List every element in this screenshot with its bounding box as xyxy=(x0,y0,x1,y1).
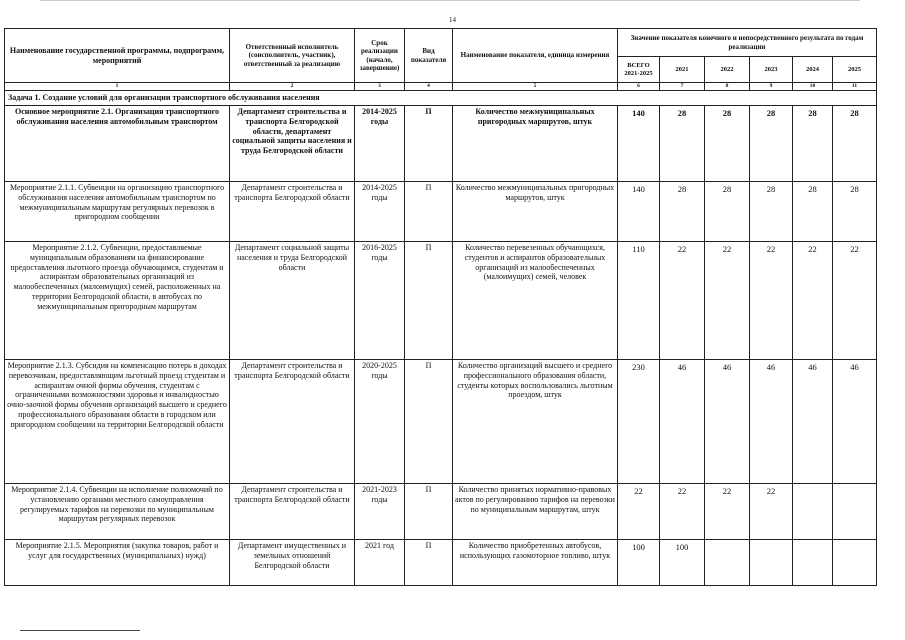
row-term: 2014-2025 годы xyxy=(355,182,405,242)
row-value: 22 xyxy=(750,484,793,540)
row-name: Основное мероприятие 2.1. Организация транспортного обслуживания населения автомобильным транспортом xyxy=(5,106,230,182)
row-executor: Департамент строительства и транспорта Белгородской области xyxy=(230,182,355,242)
row-value xyxy=(793,540,833,586)
row-indicator: Количество приобретенных автобусов, использующих газомоторное топливо, штук xyxy=(453,540,618,586)
header-row-1 xyxy=(5,29,877,57)
row-type: П xyxy=(405,540,453,586)
table-row xyxy=(5,360,877,484)
column-number: 10 xyxy=(793,83,833,91)
row-indicator: Количество принятых нормативно-правовых актов по регулированию тарифов на перевозки по муниципальным маршрутам, штук xyxy=(453,484,618,540)
header-year: 2023 xyxy=(750,57,793,83)
row-executor: Департамент строительства и транспорта Белгородской области, департамент социальной защиты населения и труда Белгородской области xyxy=(230,106,355,182)
column-number: 7 xyxy=(660,83,705,91)
program-table xyxy=(4,28,877,586)
row-value: 22 xyxy=(793,242,833,360)
row-value: 28 xyxy=(793,182,833,242)
column-number: 6 xyxy=(618,83,660,91)
header-term: Срок реализации (начало, завершение) xyxy=(355,29,405,83)
row-indicator: Количество межмуниципальных пригородных маршрутов, штук xyxy=(453,182,618,242)
row-value: 22 xyxy=(660,242,705,360)
row-value: 22 xyxy=(750,242,793,360)
table-row xyxy=(5,540,877,586)
row-value xyxy=(750,540,793,586)
row-value: 22 xyxy=(705,484,750,540)
column-number: 9 xyxy=(750,83,793,91)
column-number: 1 xyxy=(5,83,230,91)
row-value: 46 xyxy=(833,360,877,484)
row-total: 100 xyxy=(618,540,660,586)
row-value: 46 xyxy=(793,360,833,484)
row-term: 2020-2025 годы xyxy=(355,360,405,484)
row-name: Мероприятие 2.1.2. Субвенции, предоставляемые муниципальным образованиям на финансирование предоставления льготного проезда обучающимся, студентам и аспирантам образовательных организаций из малообеспеченных (малоимущих) семей, расположенных на территории Белгородской области, в автобусах по межмуниципальным пригородным маршрутам xyxy=(5,242,230,360)
row-value: 28 xyxy=(750,106,793,182)
row-value: 46 xyxy=(705,360,750,484)
task-row xyxy=(5,91,877,106)
row-value: 28 xyxy=(833,182,877,242)
column-number: 5 xyxy=(453,83,618,91)
row-term: 2014-2025 годы xyxy=(355,106,405,182)
row-indicator: Количество межмуниципальных пригородных маршрутов, штук xyxy=(453,106,618,182)
row-value: 28 xyxy=(705,106,750,182)
row-value: 28 xyxy=(750,182,793,242)
row-type: П xyxy=(405,182,453,242)
row-value: 28 xyxy=(660,182,705,242)
row-name: Мероприятие 2.1.1. Субвенции на организацию транспортного обслуживания населения автомобильным транспортом по межмуниципальным маршрутам регулярных перевозок в пригородном сообщении xyxy=(5,182,230,242)
page-number: 14 xyxy=(449,16,456,24)
header-executor: Ответственный исполнитель (соисполнитель, участник), ответственный за реализацию xyxy=(230,29,355,83)
row-indicator: Количество организаций высшего и среднего профессионального образования области, студенты которых воспользовались льготным проездом, штук xyxy=(453,360,618,484)
row-type: П xyxy=(405,484,453,540)
column-number: 3 xyxy=(355,83,405,91)
row-executor: Департамент социальной защиты населения и труда Белгородской области xyxy=(230,242,355,360)
header-year: 2025 xyxy=(833,57,877,83)
header-values-group: Значение показателя конечного и непосредственного результата по годам реализации xyxy=(618,29,877,57)
row-value: 28 xyxy=(793,106,833,182)
row-value xyxy=(833,540,877,586)
row-term: 2016-2025 годы xyxy=(355,242,405,360)
row-value: 22 xyxy=(660,484,705,540)
column-number: 2 xyxy=(230,83,355,91)
row-value: 22 xyxy=(833,242,877,360)
task-title: Задача 1. Создание условий для организации транспортного обслуживания населения xyxy=(5,91,877,106)
column-number-row xyxy=(5,83,877,91)
row-value xyxy=(705,540,750,586)
row-value: 100 xyxy=(660,540,705,586)
header-year: 2022 xyxy=(705,57,750,83)
row-value: 28 xyxy=(660,106,705,182)
row-type: П xyxy=(405,242,453,360)
row-value xyxy=(793,484,833,540)
header-year: 2021 xyxy=(660,57,705,83)
column-number: 8 xyxy=(705,83,750,91)
row-name: Мероприятие 2.1.4. Субвенции на исполнение полномочий по установлению органами местного самоуправления регулируемых тарифов на перевозки по муниципальным маршрутам регулярных перевозок xyxy=(5,484,230,540)
row-value: 46 xyxy=(750,360,793,484)
row-type: П xyxy=(405,360,453,484)
table-row xyxy=(5,106,877,182)
row-total: 140 xyxy=(618,106,660,182)
row-value: 46 xyxy=(660,360,705,484)
footer-line xyxy=(20,630,140,631)
header-indicator: Наименование показателя, единица измерения xyxy=(453,29,618,83)
row-term: 2021-2023 годы xyxy=(355,484,405,540)
header-name: Наименование государственной программы, подпрограмм, мероприятий xyxy=(5,29,230,83)
header-type: Вид показателя xyxy=(405,29,453,83)
table-row xyxy=(5,484,877,540)
row-executor: Департамент имущественных и земельных отношений Белгородской области xyxy=(230,540,355,586)
row-total: 140 xyxy=(618,182,660,242)
row-total: 22 xyxy=(618,484,660,540)
row-type: П xyxy=(405,106,453,182)
column-number: 4 xyxy=(405,83,453,91)
row-value: 28 xyxy=(833,106,877,182)
row-total: 230 xyxy=(618,360,660,484)
top-border-line xyxy=(40,0,860,1)
row-executor: Департамент строительства и транспорта Белгородской области xyxy=(230,484,355,540)
column-number: 11 xyxy=(833,83,877,91)
row-value: 28 xyxy=(705,182,750,242)
row-term: 2021 год xyxy=(355,540,405,586)
row-name: Мероприятие 2.1.3. Субсидия на компенсацию потерь в доходах перевозчикам, предоставляющим льготный проезд студентам и аспирантам очной формы обучения, студентам с ограниченными возможностями здоровья и инвалидностью очно-заочной формы обучения организаций высшего и среднего профессионального образования области в городском или пригородном сообщении на территории Белгородской области xyxy=(5,360,230,484)
header-total: ВСЕГО 2021-2025 xyxy=(618,57,660,83)
table-row xyxy=(5,242,877,360)
row-value xyxy=(833,484,877,540)
row-value: 22 xyxy=(705,242,750,360)
table-row xyxy=(5,182,877,242)
row-indicator: Количество перевезенных обучающихся, студентов и аспирантов образовательных организаций из малообеспеченных (малоимущих) семей, человек xyxy=(453,242,618,360)
row-executor: Департамент строительства и транспорта Белгородской области xyxy=(230,360,355,484)
row-name: Мероприятие 2.1.5. Мероприятия (закупка товаров, работ и услуг для государственных (муниципальных) нужд) xyxy=(5,540,230,586)
row-total: 110 xyxy=(618,242,660,360)
header-year: 2024 xyxy=(793,57,833,83)
